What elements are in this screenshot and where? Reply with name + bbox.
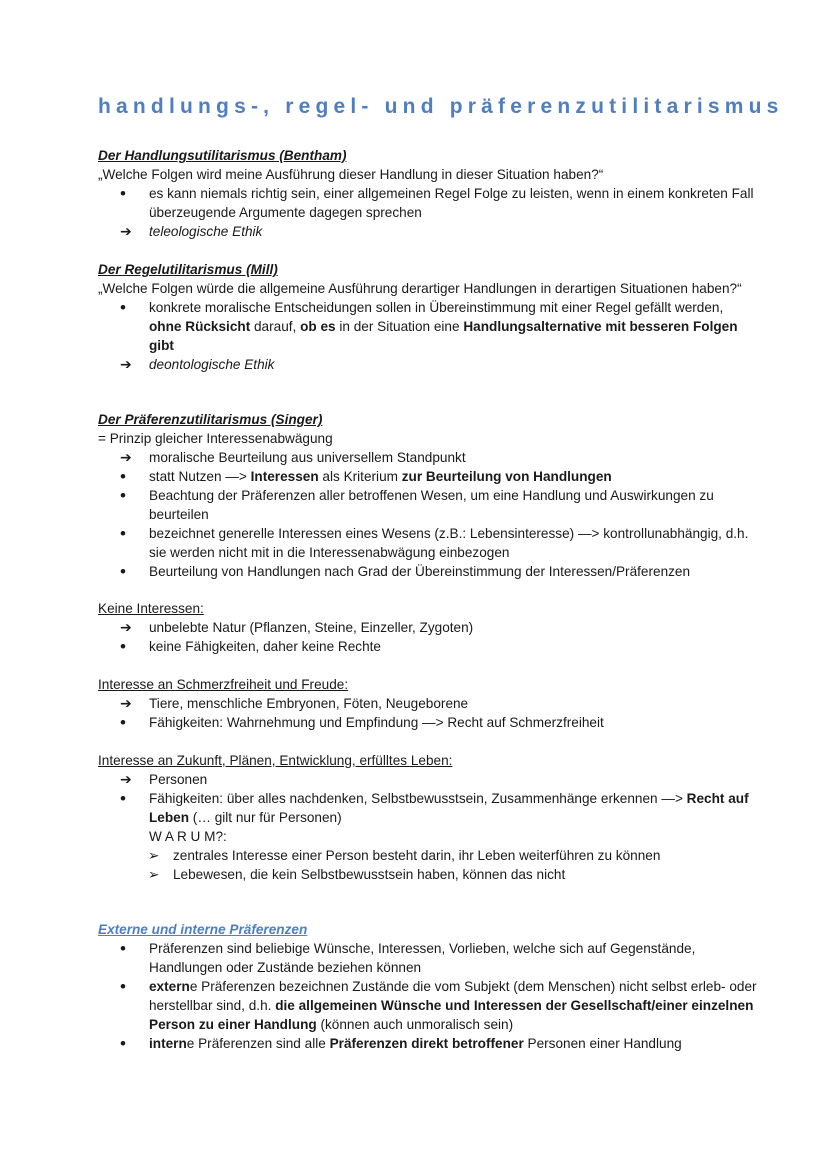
section-handlungsutilitarismus — [98, 146, 758, 241]
list-item: ➢ Lebewesen, die kein Selbstbewusstsein haben, können das nicht — [148, 867, 566, 882]
section-schmerzfreiheit — [98, 675, 758, 732]
list-item: • keine Fähigkeiten, daher keine Rechte — [120, 637, 381, 656]
list-item: • Fähigkeiten: über alles nachdenken, Selbstbewusstsein, Zusammenhänge erkennen —> Recht auf Leben (… gilt nur für Personen) — [120, 789, 749, 825]
list-item: ➔ teleologische Ethik — [120, 223, 263, 239]
bullet-dot-icon: • — [120, 467, 126, 486]
list-item: • Beurteilung von Handlungen nach Grad der Übereinstimmung der Interessen/Präferenzen — [120, 562, 691, 581]
section-regelutilitarismus — [98, 260, 758, 374]
page-title: handlungs-, regel- und präferenzutilitarismus — [98, 95, 784, 118]
bullet-dot-icon: • — [120, 562, 126, 581]
list-item: • konkrete moralische Entscheidungen sollen in Übereinstimmung mit einer Regel gefällt werden, ohne Rücksicht darauf, ob es in der Situation eine Handlungsalternative mit besseren Folgen gibt — [120, 298, 738, 353]
right-arrow-icon: ➔ — [120, 223, 132, 239]
section-zukunft — [98, 751, 758, 884]
bullet-dot-icon: • — [120, 939, 126, 958]
list-item: • statt Nutzen —> Interessen als Kriterium zur Beurteilung von Handlungen — [120, 467, 612, 486]
right-arrow-icon: ➔ — [120, 356, 132, 372]
warum-label: W A R U M?: — [149, 829, 227, 844]
section-heading: Interesse an Zukunft, Plänen, Entwicklung, erfülltes Leben: — [98, 753, 453, 768]
section-heading: Der Präferenzutilitarismus (Singer) — [98, 412, 323, 427]
list-item: • es kann niemals richtig sein, einer allgemeinen Regel Folge zu leisten, wenn in einem konkreten Fall überzeugende Argumente dagegen sprechen — [120, 184, 754, 220]
bullet-dot-icon: • — [120, 486, 126, 505]
list-item: • Fähigkeiten: Wahrnehmung und Empfindung —> Recht auf Schmerzfreiheit — [120, 713, 604, 732]
bullet-dot-icon: • — [120, 298, 126, 317]
list-item: ➔ Personen — [120, 771, 208, 787]
section-definition: = Prinzip gleicher Interessenabwägung — [98, 431, 333, 446]
chevron-arrow-icon: ➢ — [148, 848, 160, 863]
list-item: • externe Präferenzen bezeichnen Zustände die vom Subjekt (dem Menschen) nicht selbst erleb- oder herstellbar sind, d.h. die allgemeinen Wünsche und Interessen der Gesellschaft/einer einzelnen Person zu einer Handlung (können auch unmoralisch sein) — [120, 977, 757, 1032]
bullet-dot-icon: • — [120, 1034, 126, 1053]
section-keine-interessen — [98, 599, 758, 656]
bullet-dot-icon: • — [120, 524, 126, 543]
right-arrow-icon: ➔ — [120, 695, 132, 711]
list-item: ➔ Tiere, menschliche Embryonen, Föten, Neugeborene — [120, 695, 469, 711]
section-praeferenzutilitarismus — [98, 410, 758, 581]
section-question: „Welche Folgen wird meine Ausführung dieser Handlung in dieser Situation haben?“ — [98, 167, 604, 182]
bullet-dot-icon: • — [120, 637, 126, 656]
chevron-arrow-icon: ➢ — [148, 867, 160, 882]
list-item: • interne Präferenzen sind alle Präferenzen direkt betroffener Personen einer Handlung — [120, 1034, 682, 1053]
section-heading: Interesse an Schmerzfreiheit und Freude: — [98, 677, 349, 692]
right-arrow-icon: ➔ — [120, 449, 132, 465]
bullet-dot-icon: • — [120, 184, 126, 203]
list-item: • Präferenzen sind beliebige Wünsche, Interessen, Vorlieben, welche sich auf Gegenstände, Handlungen oder Zustände beziehen können — [120, 939, 696, 975]
section-heading: Der Handlungsutilitarismus (Bentham) — [98, 148, 347, 163]
right-arrow-icon: ➔ — [120, 771, 132, 787]
right-arrow-icon: ➔ — [120, 619, 132, 635]
section-heading: Der Regelutilitarismus (Mill) — [98, 262, 278, 277]
section-question: „Welche Folgen würde die allgemeine Ausführung derartiger Handlungen in derartigen Situationen haben?“ — [98, 281, 742, 296]
list-item: • bezeichnet generelle Interessen eines Wesens (z.B.: Lebensinteresse) —> kontrollunabhängig, d.h. sie werden nicht mit in die Interessenabwägung einbezogen — [120, 524, 749, 560]
list-item: • Beachtung der Präferenzen aller betroffenen Wesen, um eine Handlung und Auswirkungen zu beurteilen — [120, 486, 714, 522]
section-heading: Externe und interne Präferenzen — [98, 922, 308, 937]
list-item: ➔ unbelebte Natur (Pflanzen, Steine, Einzeller, Zygoten) — [120, 619, 474, 635]
section-praeferenzen — [98, 920, 758, 1053]
bullet-dot-icon: • — [120, 789, 126, 808]
bullet-dot-icon: • — [120, 977, 126, 996]
bullet-dot-icon: • — [120, 713, 126, 732]
list-item: ➢ zentrales Interesse einer Person besteht darin, ihr Leben weiterführen zu können — [148, 848, 661, 863]
list-item: ➔ moralische Beurteilung aus universellem Standpunkt — [120, 449, 466, 465]
section-heading: Keine Interessen: — [98, 601, 204, 616]
list-item: ➔ deontologische Ethik — [120, 356, 275, 372]
